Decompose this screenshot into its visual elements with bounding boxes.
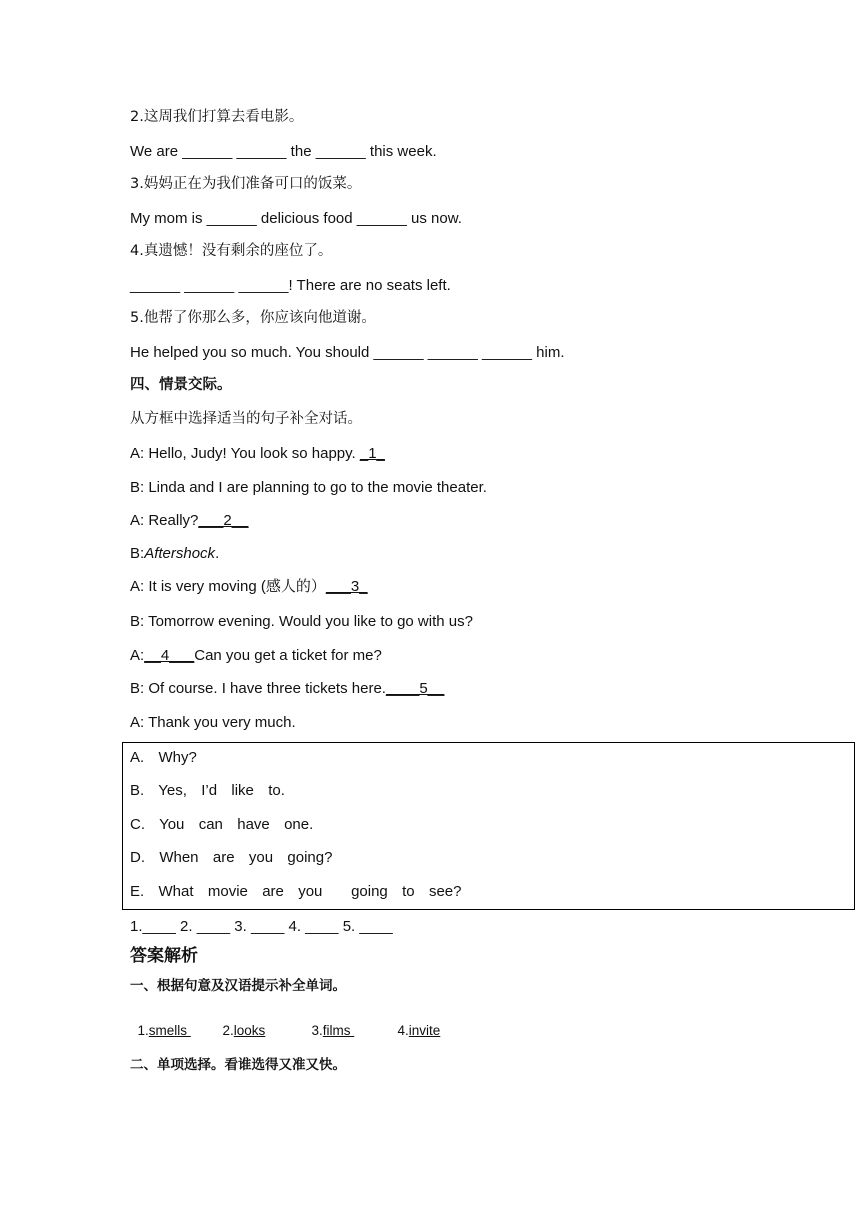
section4-instruction: 从方框中选择适当的句子补全对话。 <box>130 411 362 427</box>
option-a: A. Why? <box>130 749 197 766</box>
answer-number: 3. <box>311 1023 323 1038</box>
option-d: D. When are you going? <box>130 849 333 866</box>
dialogue-line-5 <box>130 578 368 596</box>
q3-english: My mom is ______ delicious food ______ us now. <box>130 210 462 227</box>
dialogue-text: A: Really? <box>130 512 199 529</box>
punctuation: . <box>215 545 220 562</box>
speaker-label: A: <box>130 647 145 664</box>
dialogue-text: B: Of course. I have three tickets here. <box>130 680 386 697</box>
answer-word: smells <box>148 1023 191 1038</box>
answer-1 <box>138 1022 223 1040</box>
blank-1: _1_ <box>359 445 385 462</box>
answer-word: invite <box>408 1023 441 1038</box>
dialogue-text: Can you get a ticket for me? <box>194 647 382 664</box>
option-b: B. Yes, I’d like to. <box>130 782 285 799</box>
option-c: C. You can have one. <box>130 816 314 833</box>
answer-number: 2. <box>222 1023 234 1038</box>
answers-section1-title: 一、根据句意及汉语提示补全单词。 <box>130 978 346 994</box>
section4-title: 四、情景交际。 <box>130 377 232 393</box>
answer-row <box>130 1004 440 1040</box>
dialogue-line-7 <box>130 647 382 665</box>
q5-chinese: 5.他帮了你那么多，你应该向他道谢。 <box>130 310 376 326</box>
blank-2: ___2__ <box>198 512 249 529</box>
answer-blanks-line: 1.____ 2. ____ 3. ____ 4. ____ 5. ____ <box>130 918 393 935</box>
answer-number: 4. <box>397 1023 409 1038</box>
blank-4: __4___ <box>144 647 195 664</box>
dialogue-text: A: Hello, Judy! You look so happy. <box>130 445 360 462</box>
dialogue-line-1 <box>130 445 385 463</box>
q2-english: We are ______ ______ the ______ this week. <box>130 143 437 160</box>
q3-chinese: 3.妈妈正在为我们准备可口的饭菜。 <box>130 176 362 192</box>
dialogue-line-8 <box>130 680 444 698</box>
answer-4 <box>398 1022 441 1040</box>
q4-chinese: 4.真遗憾！没有剩余的座位了。 <box>130 243 333 259</box>
speaker-label: B: <box>130 545 145 562</box>
answer-word: films <box>322 1023 355 1038</box>
option-e: E. What movie are you going to see? <box>130 883 462 900</box>
answer-word: looks <box>233 1023 266 1038</box>
blank-3: ___3_ <box>325 578 368 595</box>
dialogue-line-4 <box>130 545 219 563</box>
dialogue-line-2: B: Linda and I are planning to go to the movie theater. <box>130 479 487 496</box>
answer-number: 1. <box>137 1023 149 1038</box>
movie-title: Aftershock <box>144 545 216 562</box>
q4-english: ______ ______ ______! There are no seats left. <box>130 277 451 294</box>
q5-english: He helped you so much. You should ______ ______ ______ him. <box>130 344 565 361</box>
answer-3 <box>312 1022 398 1040</box>
dialogue-line-3 <box>130 512 248 530</box>
dialogue-line-9: A: Thank you very much. <box>130 714 296 731</box>
answer-2 <box>223 1022 312 1040</box>
answers-title: 答案解析 <box>130 946 198 966</box>
blank-5: ____5__ <box>385 680 445 697</box>
dialogue-line-6: B: Tomorrow evening. Would you like to go with us? <box>130 613 473 630</box>
answers-section2-title: 二、单项选择。看谁选得又准又快。 <box>130 1057 346 1073</box>
dialogue-text: A: It is very moving (感人的） <box>130 578 326 595</box>
q2-chinese: 2.这周我们打算去看电影。 <box>130 109 304 125</box>
